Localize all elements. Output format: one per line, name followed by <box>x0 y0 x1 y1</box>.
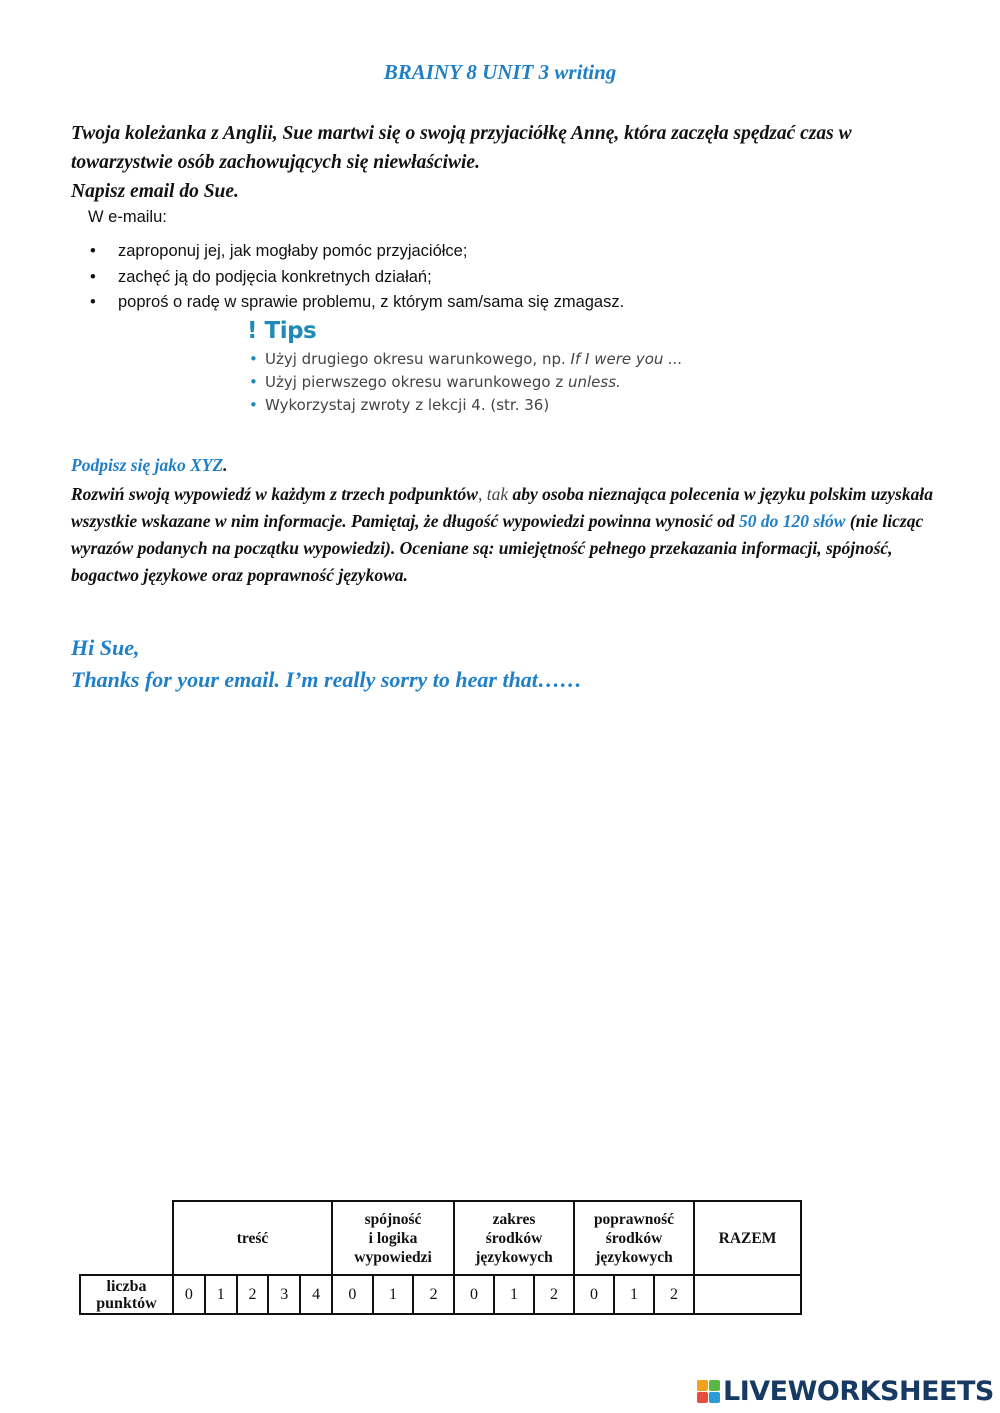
bullet-icon: • <box>249 350 258 368</box>
tip-item: • Użyj drugiego okresu warunkowego, np. If I were you ... <box>247 348 683 371</box>
tip-item: • Użyj pierwszego okresu warunkowego z unless. <box>247 371 683 394</box>
score-cell: 1 <box>494 1275 534 1314</box>
tips-box <box>247 318 683 417</box>
writing-rules: Rozwiń swoją wypowiedź w każdym z trzech podpunktów, tak aby osoba nieznająca polecenia w języku polskim uzyskała wszystkie wskazane w nim informacje. Pamiętaj, że długość wypowiedzi powinna wynosić od 50 do 120 słów (nie licząc wyrazów podanych na początku wypowiedzi). Oceniane są: umiejętność pełnego przekazania informacji, spójność, bogactwo językowe oraz poprawność językowa. <box>71 484 933 585</box>
score-cell: 1 <box>205 1275 237 1314</box>
score-cell: 2 <box>654 1275 694 1314</box>
score-cell: 0 <box>173 1275 205 1314</box>
logo-text: LIVEWORKSHEETS <box>723 1376 994 1407</box>
list-item: • zachęć ją do podjęcia konkretnych działań; <box>88 265 624 291</box>
score-cell: 0 <box>454 1275 494 1314</box>
score-cell: 2 <box>237 1275 269 1314</box>
score-cell: 4 <box>300 1275 332 1314</box>
header-razem: RAZEM <box>694 1201 801 1275</box>
task-situation: Twoja koleżanka z Anglii, Sue martwi się o swoją przyjaciółkę Annę, która zaczęła spędzać czas w towarzystwie osób zachowujących się niewłaściwie. <box>71 123 852 173</box>
bullet-icon: • <box>249 396 258 414</box>
letter-start <box>71 632 582 696</box>
table-row <box>80 1275 801 1314</box>
letter-greeting: Hi Sue, <box>71 635 140 660</box>
score-table <box>79 1200 802 1315</box>
bullet-icon: • <box>90 293 96 311</box>
score-cell: 0 <box>332 1275 373 1314</box>
tips-heading: ! Tips <box>247 318 317 344</box>
header-poprawnosc: poprawność środków językowych <box>574 1201 694 1275</box>
header-zakres: zakres środków językowych <box>454 1201 574 1275</box>
task-command: Napisz email do Sue. <box>71 181 239 202</box>
exclamation-icon: ! <box>247 318 257 344</box>
row-label: liczba punktów <box>80 1275 173 1314</box>
bullet-icon: • <box>90 267 96 286</box>
header-tresc: treść <box>173 1201 332 1275</box>
bullet-icon: • <box>249 373 258 391</box>
header-spojnosc: spójność i logika wypowiedzi <box>332 1201 454 1275</box>
instructions-list <box>88 239 624 316</box>
tip-item: • Wykorzystaj zwroty z lekcji 4. (str. 36) <box>247 394 683 417</box>
score-cell: 2 <box>413 1275 454 1314</box>
signature-instruction: Podpisz się jako XYZ. <box>71 455 228 475</box>
logo-icon <box>697 1380 720 1403</box>
liveworksheets-logo <box>697 1376 994 1407</box>
list-item: • poproś o radę w sprawie problemu, z którym sam/sama się zmagasz. <box>88 290 624 316</box>
bullet-icon: • <box>90 242 96 260</box>
list-item: • zaproponuj jej, jak mogłaby pomóc przyjaciółce; <box>88 239 624 265</box>
score-cell: 2 <box>534 1275 574 1314</box>
tips-list <box>247 348 683 417</box>
worksheet-title: BRAINY 8 UNIT 3 writing <box>383 60 617 84</box>
score-cell: 0 <box>574 1275 614 1314</box>
score-cell: 1 <box>614 1275 654 1314</box>
score-cell: 3 <box>268 1275 300 1314</box>
task-description <box>71 119 951 206</box>
razem-cell <box>694 1275 801 1314</box>
letter-opening: Thanks for your email. I’m really sorry to hear that…… <box>71 667 582 692</box>
table-header-row <box>80 1201 801 1275</box>
word-count-range: 50 do 120 słów <box>738 511 846 531</box>
instructions-intro: W e-mailu: <box>88 208 167 226</box>
score-cell: 1 <box>373 1275 414 1314</box>
